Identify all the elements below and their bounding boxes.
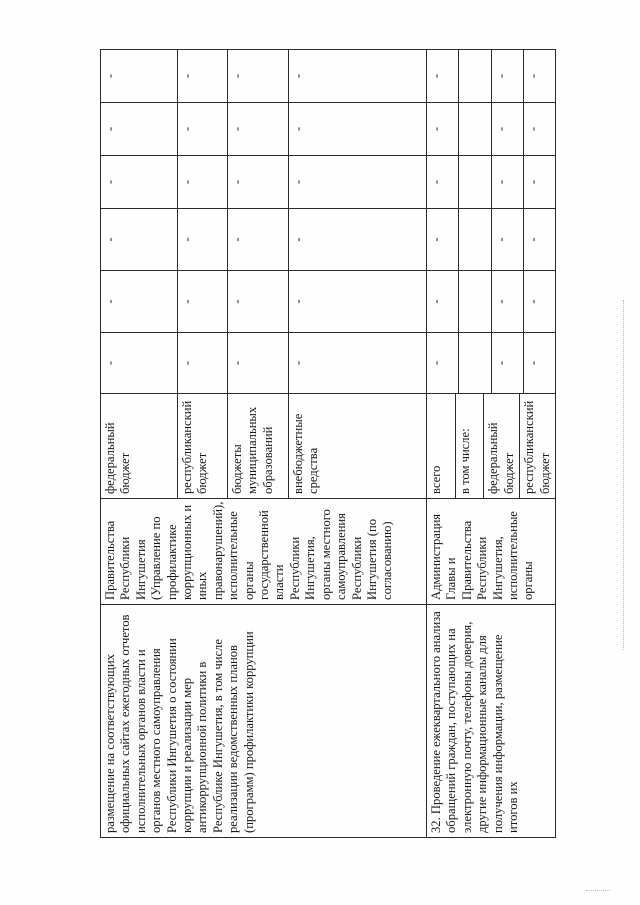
value-cell: - xyxy=(101,209,178,271)
value-stack xyxy=(427,333,556,394)
value-cell: - xyxy=(289,103,427,156)
value-stack xyxy=(427,209,556,271)
value-cell: - xyxy=(178,50,228,103)
value-stack xyxy=(427,271,556,333)
value-cell: - xyxy=(101,156,178,209)
value-cell xyxy=(458,103,490,155)
value-cell: - xyxy=(178,333,228,394)
value-cell: - xyxy=(429,126,443,132)
value-cell: - xyxy=(228,156,289,209)
value-cell: - xyxy=(523,103,555,155)
value-cell: - xyxy=(289,333,427,394)
value-cell: - xyxy=(491,156,523,208)
value-cell: - xyxy=(429,237,443,242)
value-cell: - xyxy=(289,50,427,103)
value-cell: - xyxy=(228,209,289,271)
executor-cell: Администрация Главы и Правительства Республики Ингушетия, исполнительные органы xyxy=(427,499,556,605)
value-cell: - xyxy=(228,103,289,156)
scan-edge-marks xyxy=(623,300,630,650)
value-cell: - xyxy=(491,209,523,270)
value-stack xyxy=(427,50,556,103)
value-cell xyxy=(458,209,490,270)
value-cell: - xyxy=(228,333,289,394)
program-activities-table xyxy=(100,49,556,838)
funding-source: республиканский бюджет xyxy=(178,394,228,499)
value-cell: - xyxy=(101,271,178,333)
value-cell: - xyxy=(101,50,178,103)
value-cell: - xyxy=(228,271,289,333)
scan-corner-marks xyxy=(586,884,610,891)
value-cell: - xyxy=(289,209,427,271)
value-cell: - xyxy=(178,209,228,271)
funding-source-stack xyxy=(427,394,556,499)
value-cell xyxy=(458,50,490,102)
value-cell: - xyxy=(228,50,289,103)
value-cell: - xyxy=(101,103,178,156)
table-row xyxy=(427,50,556,838)
value-cell: - xyxy=(523,156,555,208)
value-cell: - xyxy=(523,271,555,332)
value-cell: - xyxy=(101,333,178,394)
value-cell: - xyxy=(429,73,443,79)
value-cell: - xyxy=(491,271,523,332)
executor-cell: Правительства Республики Ингушетия (Управление по профилактике коррупционных и иных правонарушений), исполнительные органы государственной власти Республики Ингушетия, органы местного самоуправления Республики Ингушетия (по согласованию) xyxy=(101,499,427,605)
value-cell: - xyxy=(178,103,228,156)
value-cell: - xyxy=(289,156,427,209)
activity-cell: размещение на соответствующих официальных сайтах ежегодных отчетов исполнительных органов власти и органов местного самоуправления Республики Ингушетия о состоянии коррупции и реализации мер антикоррупционной политики в Республике Ингушетия, в том числе реализации ведомственных планов (программ) профилактики коррупции xyxy=(101,605,427,838)
value-stack xyxy=(427,156,556,209)
funding-source: федеральный бюджет xyxy=(483,394,519,498)
funding-source: всего xyxy=(429,465,443,494)
value-cell: - xyxy=(178,156,228,209)
value-cell: - xyxy=(491,333,523,393)
value-cell: - xyxy=(289,271,427,333)
rotated-table-sheet xyxy=(100,50,555,838)
value-cell: - xyxy=(429,360,443,366)
value-cell: - xyxy=(429,299,443,304)
value-cell: - xyxy=(523,209,555,270)
value-cell: - xyxy=(523,333,555,393)
activity-cell: 32. Проведение ежеквартального анализа обращений граждан, поступающих на электронную почту, телефоны доверия, другие информационные каналы для получения информации, размещение итогов их xyxy=(427,605,556,838)
value-stack xyxy=(427,103,556,156)
value-cell xyxy=(458,271,490,332)
value-cell xyxy=(458,156,490,208)
value-cell xyxy=(458,333,490,393)
funding-source: внебюджетные средства xyxy=(289,394,427,499)
value-cell: - xyxy=(429,179,443,185)
table-row xyxy=(101,50,178,838)
value-cell: - xyxy=(523,50,555,102)
funding-source: бюджеты муниципальных образований xyxy=(228,394,289,499)
funding-source: в том числе: xyxy=(455,394,484,498)
value-cell: - xyxy=(178,271,228,333)
value-cell: - xyxy=(491,103,523,155)
funding-source: федеральный бюджет xyxy=(101,394,178,499)
value-cell: - xyxy=(491,50,523,102)
funding-source: республиканский бюджет xyxy=(519,394,555,498)
